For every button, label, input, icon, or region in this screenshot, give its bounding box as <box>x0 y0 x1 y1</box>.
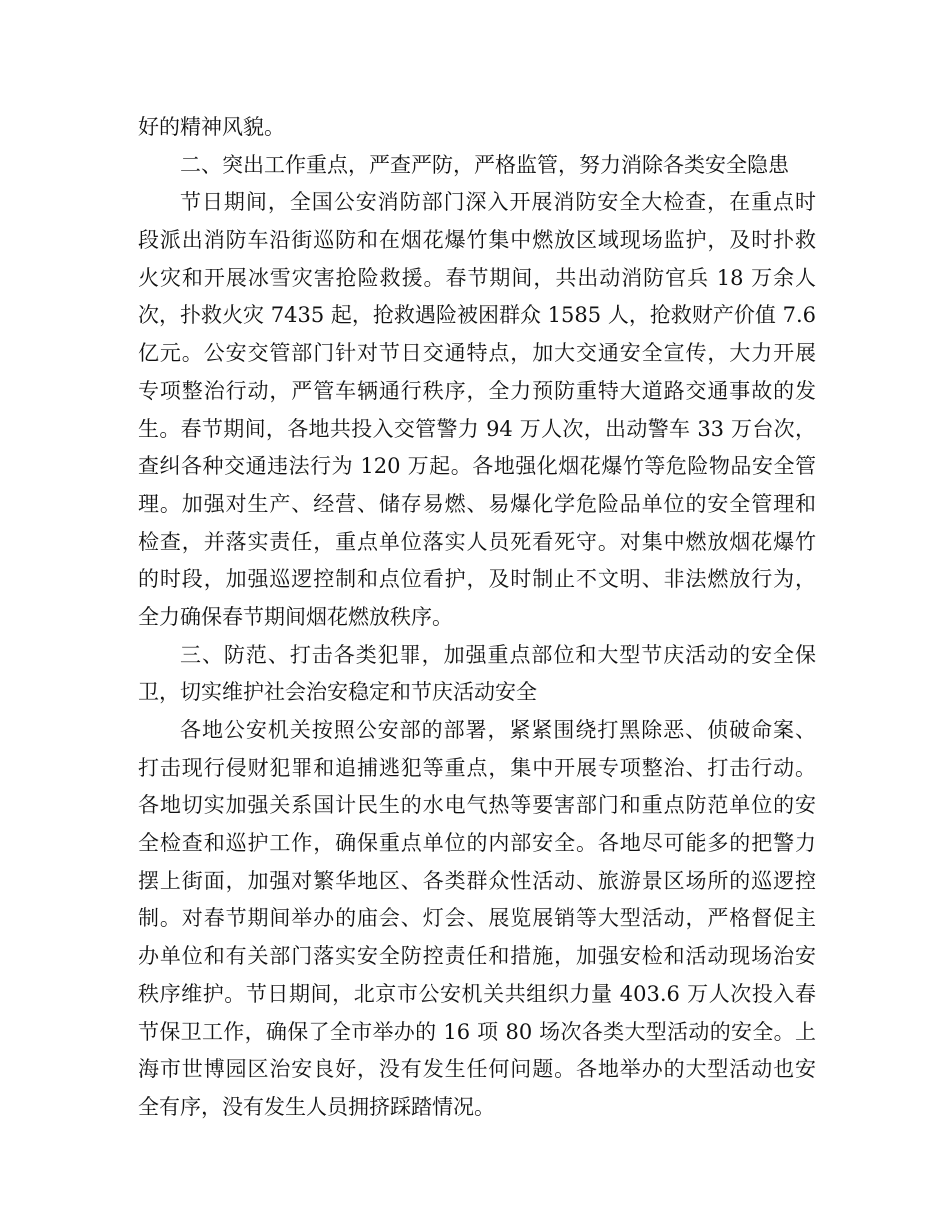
paragraph-line: 理。加强对生产、经营、储存易燃、易爆化学危险品单位的安全管理和 <box>138 491 816 516</box>
paragraph-line: 秩序维护。节日期间，北京市公安机关共组织力量 403.6 万人次投入春 <box>138 981 816 1006</box>
paragraph-line: 制。对春节期间举办的庙会、灯会、展览展销等大型活动，严格督促主 <box>138 906 816 931</box>
paragraph-line: 各地公安机关按照公安部的部署，紧紧围绕打黑除恶、侦破命案、 <box>180 718 816 742</box>
paragraph-line: 查纠各种交通违法行为 120 万起。各地强化烟花爆竹等危险物品安全管 <box>138 454 816 479</box>
paragraph-line: 生。春节期间，各地共投入交管警力 94 万人次，出动警车 33 万台次， <box>138 416 816 441</box>
section-heading-3-cont: 卫，切实维护社会治安稳定和节庆活动安全 <box>138 680 537 705</box>
paragraph-line: 海市世博园区治安良好，没有发生任何问题。各地举办的大型活动也安 <box>138 1057 816 1082</box>
paragraph-line: 节日期间，全国公安消防部门深入开展消防安全大检查，在重点时 <box>180 190 816 215</box>
document-page <box>138 109 816 1127</box>
paragraph-line: 次，扑救火灾 7435 起，抢救遇险被困群众 1585 人，抢救财产价值 7.6 <box>138 303 816 328</box>
paragraph-line: 节保卫工作，确保了全市举办的 16 项 80 场次各类大型活动的安全。上 <box>138 1019 816 1044</box>
paragraph-line: 摆上街面，加强对繁华地区、各类群众性活动、旅游景区场所的巡逻控 <box>138 868 816 893</box>
section-heading-2: 二、突出工作重点，严查严防，严格监管，努力消除各类安全隐患 <box>180 152 789 177</box>
paragraph-line: 的时段，加强巡逻控制和点位看护，及时制止不文明、非法燃放行为， <box>138 567 816 592</box>
paragraph-line: 全有序，没有发生人员拥挤踩踏情况。 <box>138 1094 495 1119</box>
paragraph-line: 火灾和开展冰雪灾害抢险救援。春节期间，共出动消防官兵 18 万余人 <box>138 265 816 290</box>
paragraph-line: 段派出消防车沿街巡防和在烟花爆竹集中燃放区域现场监护，及时扑救 <box>138 228 816 253</box>
paragraph-line: 专项整治行动，严管车辆通行秩序，全力预防重特大道路交通事故的发 <box>138 378 816 403</box>
paragraph-line: 亿元。公安交管部门针对节日交通特点，加大交通安全宣传，大力开展 <box>138 341 816 366</box>
paragraph-line: 全检查和巡护工作，确保重点单位的内部安全。各地尽可能多的把警力 <box>138 831 816 856</box>
paragraph-line: 打击现行侵财犯罪和追捕逃犯等重点，集中开展专项整治、打击行动。 <box>138 755 816 780</box>
paragraph-line: 好的精神风貌。 <box>138 115 285 139</box>
paragraph-line: 办单位和有关部门落实安全防控责任和措施，加强安检和活动现场治安 <box>138 944 816 969</box>
section-heading-3: 三、防范、打击各类犯罪，加强重点部位和大型节庆活动的安全保 <box>180 642 816 667</box>
paragraph-line: 检查，并落实责任，重点单位落实人员死看死守。对集中燃放烟花爆竹 <box>138 529 816 554</box>
paragraph-line: 全力确保春节期间烟花燃放秩序。 <box>138 604 453 629</box>
paragraph-line: 各地切实加强关系国计民生的水电气热等要害部门和重点防范单位的安 <box>138 793 816 818</box>
